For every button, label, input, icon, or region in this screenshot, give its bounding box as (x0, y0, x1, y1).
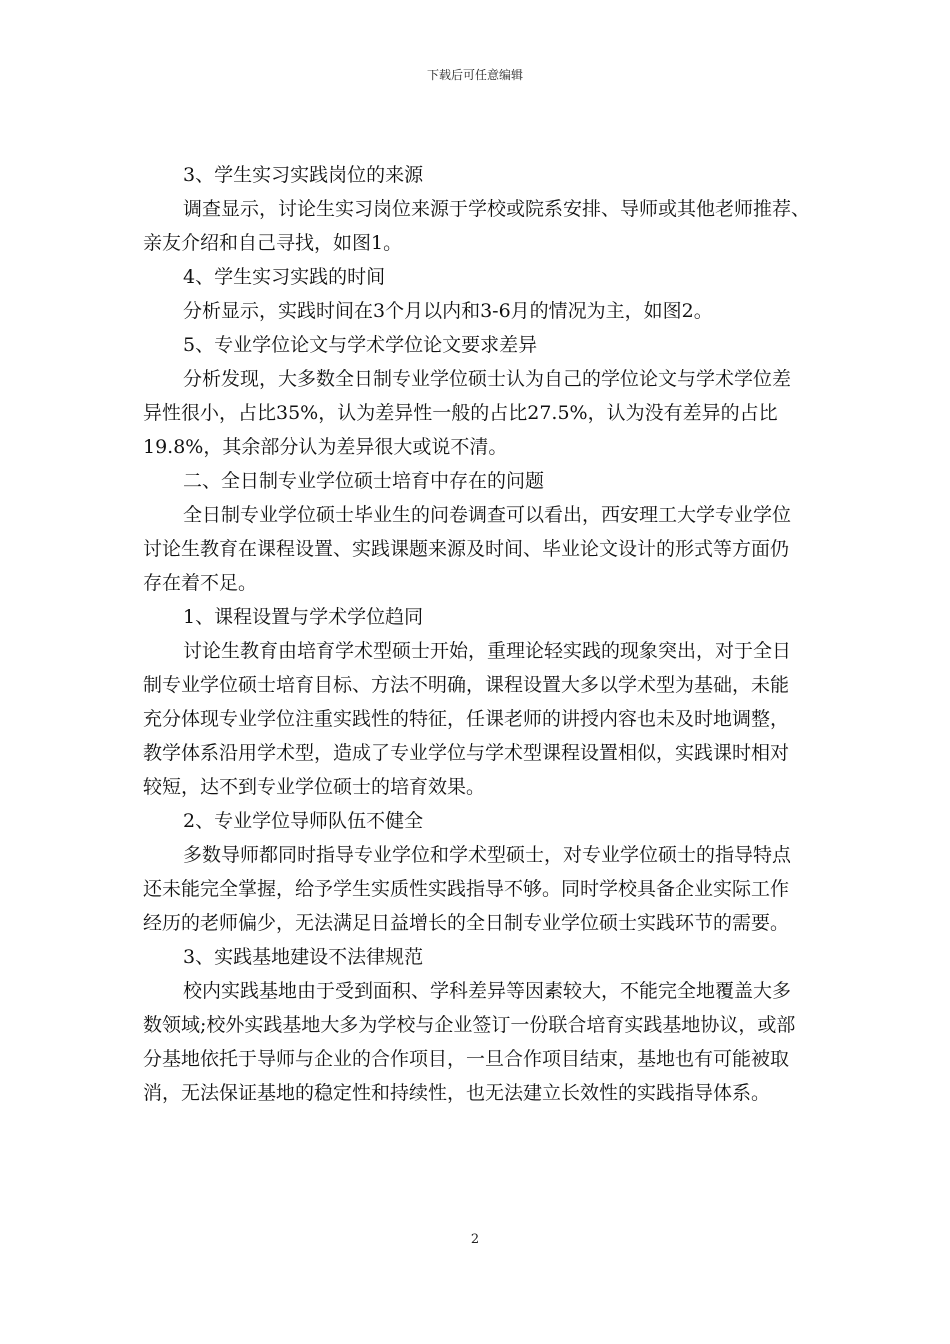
paragraph-line: 存在着不足。 (143, 572, 258, 594)
section-heading: 3、实践基地建设不法律规范 (183, 946, 424, 968)
paragraph-line: 教学体系沿用学术型，造成了专业学位与学术型课程设置相似，实践课时相对 (143, 742, 790, 764)
paragraph-line: 全日制专业学位硕士毕业生的问卷调查可以看出，西安理工大学专业学位 (183, 504, 792, 526)
section-heading: 2、专业学位导师队伍不健全 (183, 810, 424, 832)
paragraph-line: 分析发现，大多数全日制专业学位硕士认为自己的学位论文与学术学位差 (183, 368, 792, 390)
page-number: 2 (470, 1232, 480, 1247)
section-heading: 5、专业学位论文与学术学位论文要求差异 (183, 334, 538, 356)
page-header-note: 下载后可任意编辑 (426, 68, 523, 82)
paragraph-line: 19.8%，其余部分认为差异很大或说不清。 (143, 436, 508, 458)
section-heading: 3、学生实习实践岗位的来源 (183, 164, 424, 186)
paragraph-line: 较短，达不到专业学位硕士的培育效果。 (143, 776, 486, 798)
document-body (143, 158, 810, 1110)
paragraph-line: 多数导师都同时指导专业学位和学术型硕士，对专业学位硕士的指导特点 (183, 844, 792, 866)
section-heading: 4、学生实习实践的时间 (183, 266, 386, 288)
chapter-heading: 二、全日制专业学位硕士培育中存在的问题 (183, 470, 545, 492)
paragraph-line: 消，无法保证基地的稳定性和持续性，也无法建立长效性的实践指导体系。 (143, 1082, 771, 1104)
paragraph-line: 讨论生教育在课程设置、实践课题来源及时间、毕业论文设计的形式等方面仍 (143, 538, 790, 560)
paragraph-line: 数领域;校外实践基地大多为学校与企业签订一份联合培育实践基地协议，或部 (143, 1014, 796, 1036)
paragraph-line: 分析显示，实践时间在3个月以内和3-6月的情况为主，如图2。 (183, 300, 713, 322)
paragraph-line: 还未能完全掌握，给予学生实质性实践指导不够。同时学校具备企业实际工作 (143, 878, 790, 900)
paragraph-line: 调查显示，讨论生实习岗位来源于学校或院系安排、导师或其他老师推荐、 (183, 198, 811, 220)
section-heading: 1、课程设置与学术学位趋同 (183, 606, 424, 628)
paragraph-line: 分基地依托于导师与企业的合作项目，一旦合作项目结束，基地也有可能被取 (143, 1048, 790, 1070)
paragraph-line: 充分体现专业学位注重实践性的特征，任课老师的讲授内容也未及时地调整， (143, 708, 790, 730)
paragraph-line: 校内实践基地由于受到面积、学科差异等因素较大，不能完全地覆盖大多 (183, 980, 792, 1002)
paragraph-line: 经历的老师偏少，无法满足日益增长的全日制专业学位硕士实践环节的需要。 (143, 912, 790, 934)
paragraph-line: 制专业学位硕士培育目标、方法不明确，课程设置大多以学术型为基础，未能 (143, 674, 790, 696)
paragraph-line: 讨论生教育由培育学术型硕士开始，重理论轻实践的现象突出，对于全日 (183, 640, 792, 662)
paragraph-line: 异性很小，占比35%，认为差异性一般的占比27.5%，认为没有差异的占比 (143, 402, 778, 424)
paragraph-line: 亲友介绍和自己寻找，如图1。 (143, 232, 403, 254)
